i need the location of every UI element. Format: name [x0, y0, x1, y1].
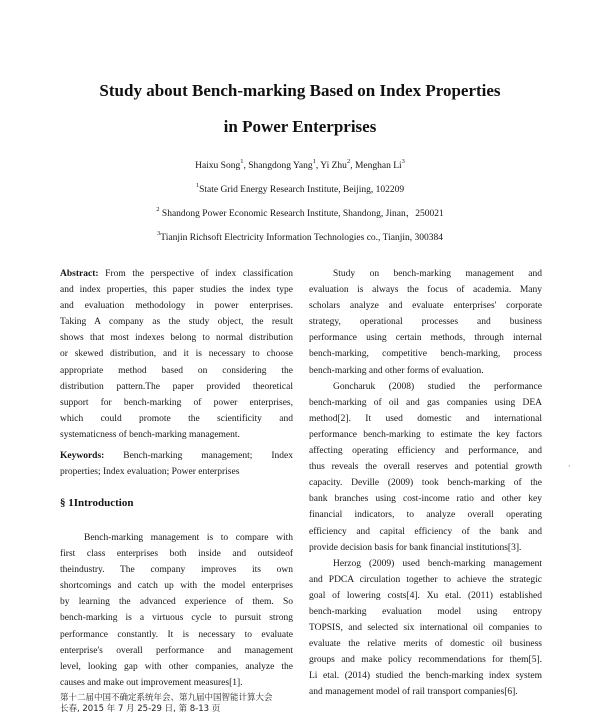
abstract-line: Taking A company as the study object, the result — [60, 317, 293, 328]
keywords-label: Keywords: — [60, 451, 105, 461]
abstract-line: which could promote the scientificity and — [60, 413, 293, 424]
abstract-line-text: From the perspective of index classification — [105, 269, 293, 279]
body-line: bench-marking evaluation model using entropy — [309, 606, 542, 617]
body-line: evaluate the relative merits of domestic oil business — [309, 639, 542, 650]
intro-line: theindustry. The company improves its own — [60, 565, 293, 576]
margin-mark: · — [568, 462, 571, 471]
abstract-line: appropriate method based on considering the — [60, 365, 293, 376]
author-affil-mark: 3 — [401, 157, 405, 165]
body-line: capacity. Deville (2009) took bench-marking of the — [309, 478, 542, 489]
footer-line-2: 长春, 2015 年 7 月 25-29 日, 第 8-13 页 — [60, 704, 221, 714]
intro-line: enterprise's overall performance and management — [60, 645, 293, 656]
body-line: and management model of rail transport companies[6]. — [309, 687, 518, 698]
abstract-line: support for bench-marking of power enterprises, — [60, 397, 293, 408]
body-line: bank branches using cost-income ratio and other key — [309, 494, 542, 505]
affiliation-mark: 2 — [156, 205, 160, 213]
abstract-line: and evaluation methodology in power enterprises. — [60, 301, 293, 312]
body-line: evaluation is always the focus of academia. Many — [309, 285, 542, 296]
introduction-body — [60, 530, 293, 691]
author-list: Haixu Song$^1$, Shangdong Yang$^1$, Yi Zhu$^2$, Menghan Li$^3$ — [195, 157, 405, 171]
body-line: bench-marking and other forms of evaluation. — [309, 365, 484, 376]
keywords-line — [60, 448, 293, 464]
abstract-line: systematicness of bench-marking management. — [60, 429, 240, 440]
affiliation-1 — [40, 181, 560, 196]
body-line: provide decision basis for bank financial institutions[3]. — [309, 542, 522, 553]
body-line: bench-marking of oil and gas companies using DEA — [309, 397, 542, 408]
body-line: Herzog (2009) used bench-marking management — [333, 558, 542, 569]
body-line: financial indicators, to analyze overall operating — [309, 510, 542, 521]
author-affil-mark: 1 — [312, 157, 316, 165]
keywords — [60, 448, 293, 480]
page-footer — [60, 693, 320, 715]
section-heading-introduction: § 1Introduction — [60, 497, 134, 509]
body-line: strategy, operational processes and business — [309, 317, 542, 328]
body-line: goal of lowering costs[4]. Xu etal. (2011) established — [309, 590, 542, 601]
abstract-line — [60, 266, 293, 282]
body-line: method[2]. It used domestic and international — [309, 413, 542, 424]
body-line: groups and make policy recommendations for them[5]. — [309, 655, 542, 666]
body-line: Goncharuk (2008) studied the performance — [333, 381, 542, 392]
keywords-line-text: Bench-marking management; Index — [123, 451, 293, 461]
abstract-line: shows that most indexes belong to normal distribution — [60, 333, 293, 344]
author-name: Yi Zhu — [320, 161, 347, 171]
abstract-label: Abstract: — [60, 269, 99, 279]
affiliation-text: State Grid Energy Research Institute, Beijing, 102209 — [199, 185, 405, 195]
intro-line: first class enterprises both inside and outsideof — [60, 549, 293, 560]
body-line: performance using certain methods, through internal — [309, 333, 542, 344]
body-line: performance bench-marking to estimate the key factors — [309, 429, 542, 440]
author-name: Shangdong Yang — [248, 161, 313, 171]
intro-line: shortcomings and catch up with the model enterprises — [60, 581, 293, 592]
author-name: Menghan Li — [354, 161, 402, 171]
keywords-line: properties; Index evaluation; Power enterprises — [60, 467, 240, 478]
affiliation-2 — [40, 205, 560, 220]
abstract — [60, 266, 293, 443]
body-line: Study on bench-marking management and — [333, 269, 542, 279]
author-affil-mark: 1 — [240, 157, 244, 165]
intro-line: by learning the advanced experience of them. So — [60, 597, 293, 608]
abstract-line: or skewed distribution, and it is necessary to choose — [60, 349, 293, 360]
paper-title-line-1: Study about Bench-marking Based on Index Properties — [99, 81, 501, 100]
body-line: scholars analyze and evaluate enterprises' corporate — [309, 301, 542, 312]
body-line: efficiency and capital efficiency of the bank and — [309, 526, 542, 537]
intro-line: level, looking gap with other companies, analyze the — [60, 661, 293, 672]
intro-line: bench-marking is a virtuous cycle to pursuit strong — [60, 613, 293, 624]
author-affil-mark: 2 — [346, 157, 351, 165]
right-column-body — [309, 266, 542, 701]
affiliation-text: Tianjin Richsoft Electricity Information Technologies co., Tianjin, 300384 — [160, 233, 443, 243]
abstract-line: and index properties, this paper studies the index type — [60, 285, 293, 296]
body-line: thus reveals the overall reserves and potential growth — [309, 462, 542, 473]
intro-line: Bench-marking management is to compare with — [84, 533, 293, 543]
footer-line-1: 第十二届中国不确定系统年会、第九届中国智能计算大会 — [60, 693, 273, 703]
body-line: and PDCA circulation together to achieve the strategic — [309, 574, 542, 585]
body-line: bench-marking, competitive bench-marking, process — [309, 349, 542, 360]
author-name: Haixu Song — [195, 161, 241, 171]
body-line: TOPSIS, and selected six international oil companies to — [309, 623, 542, 634]
affiliation-mark: 1 — [195, 181, 200, 189]
intro-line: causes and make out improvement measures[1]. — [60, 677, 243, 688]
body-line: affecting operating efficiency and performance, and — [309, 446, 542, 457]
body-line: Li etal. (2014) studied the bench-marking index system — [309, 671, 542, 682]
intro-line: performance constantly. It is necessary to evaluate — [60, 629, 293, 640]
affiliation-3 — [40, 229, 560, 244]
affiliation-text: Shandong Power Economic Research Institute, Shandong, Jinan，250021 — [161, 209, 444, 219]
abstract-line: distribution pattern.The paper provided theoretical — [60, 381, 293, 392]
affiliation-mark: 3 — [157, 229, 161, 237]
paper-title-line-2: in Power Enterprises — [223, 117, 377, 136]
